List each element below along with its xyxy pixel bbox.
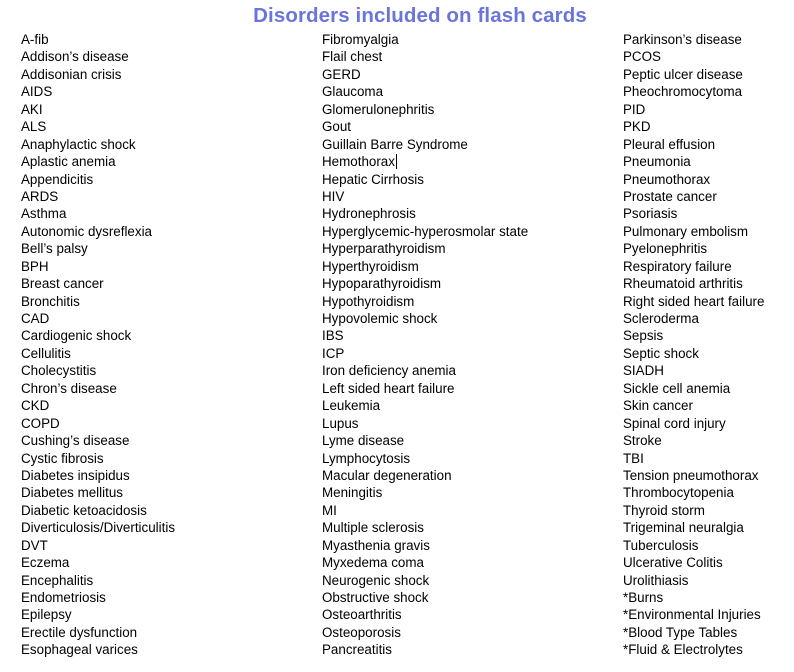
disorder-item: Eczema	[21, 555, 70, 571]
disorder-item: AKI	[21, 101, 43, 117]
disorder-item: Diabetic ketoacidosis	[21, 502, 147, 518]
disorder-item: Cystic fibrosis	[21, 450, 104, 466]
disorder-item: Chron’s disease	[21, 380, 117, 396]
disorder-item: Meningitis	[322, 485, 383, 501]
disorder-item: AIDS	[21, 84, 53, 100]
disorder-item: TBI	[623, 450, 644, 466]
disorder-item: IBS	[322, 328, 344, 344]
disorder-item: SIADH	[623, 363, 664, 379]
disorder-item: Bronchitis	[21, 293, 80, 309]
disorder-item: Epilepsy	[21, 607, 72, 623]
disorder-item: *Fluid & Electrolytes	[623, 642, 743, 658]
disorder-item: DVT	[21, 537, 48, 553]
disorder-item: A-fib	[21, 32, 49, 47]
disorder-item: Erectile dysfunction	[21, 624, 138, 640]
disorder-item: Pyelonephritis	[623, 241, 708, 257]
disorder-item: MI	[322, 502, 337, 518]
disorder-column-3	[623, 31, 764, 659]
disorder-item: Bell’s palsy	[21, 241, 88, 257]
disorder-item: Tuberculosis	[623, 537, 699, 553]
disorder-item: ALS	[21, 119, 47, 135]
disorder-item: ARDS	[21, 188, 59, 204]
disorder-item: Appendicitis	[21, 171, 94, 187]
disorder-item: Hypovolemic shock	[322, 311, 438, 326]
page-title: Disorders included on flash cards	[253, 4, 587, 27]
disorder-item: Osteoarthritis	[322, 607, 402, 623]
disorder-item: Right sided heart failure	[623, 293, 765, 309]
disorder-item: Multiple sclerosis	[322, 520, 424, 536]
disorder-column-1	[21, 31, 175, 659]
disorder-item: Encephalitis	[21, 572, 94, 588]
disorder-item: Obstructive shock	[322, 590, 429, 605]
disorder-item: Osteoporosis	[322, 624, 401, 640]
disorder-item: Left sided heart failure	[322, 380, 455, 396]
disorder-item: Addisonian crisis	[21, 66, 122, 82]
disorder-item: Peptic ulcer disease	[623, 66, 743, 82]
disorder-item: Guillain Barre Syndrome	[322, 136, 468, 152]
disorder-item: Gout	[322, 119, 352, 135]
disorder-item: Cellulitis	[21, 345, 71, 361]
disorder-item: PCOS	[623, 49, 661, 65]
disorder-item: Glomerulonephritis	[322, 101, 435, 117]
disorder-item: Cushing’s disease	[21, 433, 130, 449]
disorder-item: Diabetes mellitus	[21, 485, 123, 501]
disorder-item: *Environmental Injuries	[623, 607, 761, 623]
disorder-item: Prostate cancer	[623, 188, 717, 204]
text-cursor	[396, 154, 397, 169]
disorder-item: Hyperparathyroidism	[322, 241, 446, 257]
disorder-item: Trigeminal neuralgia	[623, 520, 744, 536]
disorder-item: Urolithiasis	[623, 572, 689, 588]
disorder-item: Lupus	[322, 415, 359, 431]
disorder-item: Respiratory failure	[623, 258, 732, 274]
disorder-item: Diabetes insipidus	[21, 467, 130, 483]
disorder-item: Skin cancer	[623, 398, 693, 414]
disorder-item: Diverticulosis/Diverticulitis	[21, 520, 176, 536]
disorder-item: Anaphylactic shock	[21, 136, 136, 152]
disorder-item: Aplastic anemia	[21, 154, 116, 170]
disorder-item: Pleural effusion	[623, 136, 716, 152]
disorder-item: Flail chest	[322, 49, 383, 65]
disorder-item: COPD	[21, 415, 60, 431]
disorder-item: Lymphocytosis	[322, 450, 411, 466]
disorder-item: Hemothorax	[322, 154, 395, 170]
disorder-item: Addison’s disease	[21, 49, 129, 65]
disorder-item: Cardiogenic shock	[21, 328, 132, 344]
disorder-column-2	[322, 31, 528, 659]
disorder-item: Pheochromocytoma	[623, 84, 743, 100]
disorder-item: Hepatic Cirrhosis	[322, 171, 424, 187]
disorder-item: Spinal cord injury	[623, 415, 726, 431]
disorder-item: Sickle cell anemia	[623, 380, 731, 396]
disorder-item: Ulcerative Colitis	[623, 555, 723, 571]
disorder-item: Macular degeneration	[322, 467, 452, 483]
disorder-item: Breast cancer	[21, 276, 104, 292]
disorder-item: Myasthenia gravis	[322, 537, 430, 553]
disorder-item: BPH	[21, 258, 49, 274]
disorder-item: Esophageal varices	[21, 642, 138, 658]
disorder-item: Sepsis	[623, 328, 664, 344]
disorder-item: Neurogenic shock	[322, 572, 430, 588]
disorder-item: Hypothyroidism	[322, 293, 415, 309]
disorder-item: HIV	[322, 188, 345, 204]
disorder-item: Stroke	[623, 433, 662, 449]
disorder-item: Parkinson’s disease	[623, 32, 742, 47]
disorder-item: Rheumatoid arthritis	[623, 276, 743, 292]
disorder-item: *Burns	[623, 590, 664, 605]
disorder-item: Hyperthyroidism	[322, 258, 419, 274]
disorder-item: PKD	[623, 119, 651, 135]
disorder-item: Tension pneumothorax	[623, 467, 759, 483]
disorder-item: Pneumothorax	[623, 171, 711, 187]
disorder-item: ICP	[322, 345, 345, 361]
disorder-item: Iron deficiency anemia	[322, 363, 456, 379]
disorder-item: Pulmonary embolism	[623, 223, 749, 239]
disorder-item: GERD	[322, 66, 361, 82]
disorder-item: Pancreatitis	[322, 642, 392, 658]
disorder-item: Hydronephrosis	[322, 206, 416, 222]
disorder-item: Thyroid storm	[623, 502, 705, 518]
disorder-item: Scleroderma	[623, 311, 699, 326]
disorder-item: Myxedema coma	[322, 555, 424, 571]
disorder-item: Endometriosis	[21, 590, 106, 605]
disorder-item: Cholecystitis	[21, 363, 97, 379]
disorder-item: Autonomic dysreflexia	[21, 223, 152, 239]
disorder-item: Glaucoma	[322, 84, 384, 100]
disorder-item: Fibromyalgia	[322, 32, 399, 47]
disorder-item: Hypoparathyroidism	[322, 276, 442, 292]
disorder-item: CKD	[21, 398, 50, 414]
disorder-item: Septic shock	[623, 345, 699, 361]
disorder-item: CAD	[21, 311, 50, 326]
disorder-item: Lyme disease	[322, 433, 405, 449]
disorder-item: Asthma	[21, 206, 67, 222]
disorder-item: *Blood Type Tables	[623, 624, 738, 640]
disorder-item: Pneumonia	[623, 154, 691, 170]
disorder-item: Leukemia	[322, 398, 381, 414]
disorder-item: Psoriasis	[623, 206, 678, 222]
disorder-item: Thrombocytopenia	[623, 485, 734, 501]
disorder-item: Hyperglycemic-hyperosmolar state	[322, 223, 529, 239]
disorder-item: PID	[623, 101, 646, 117]
